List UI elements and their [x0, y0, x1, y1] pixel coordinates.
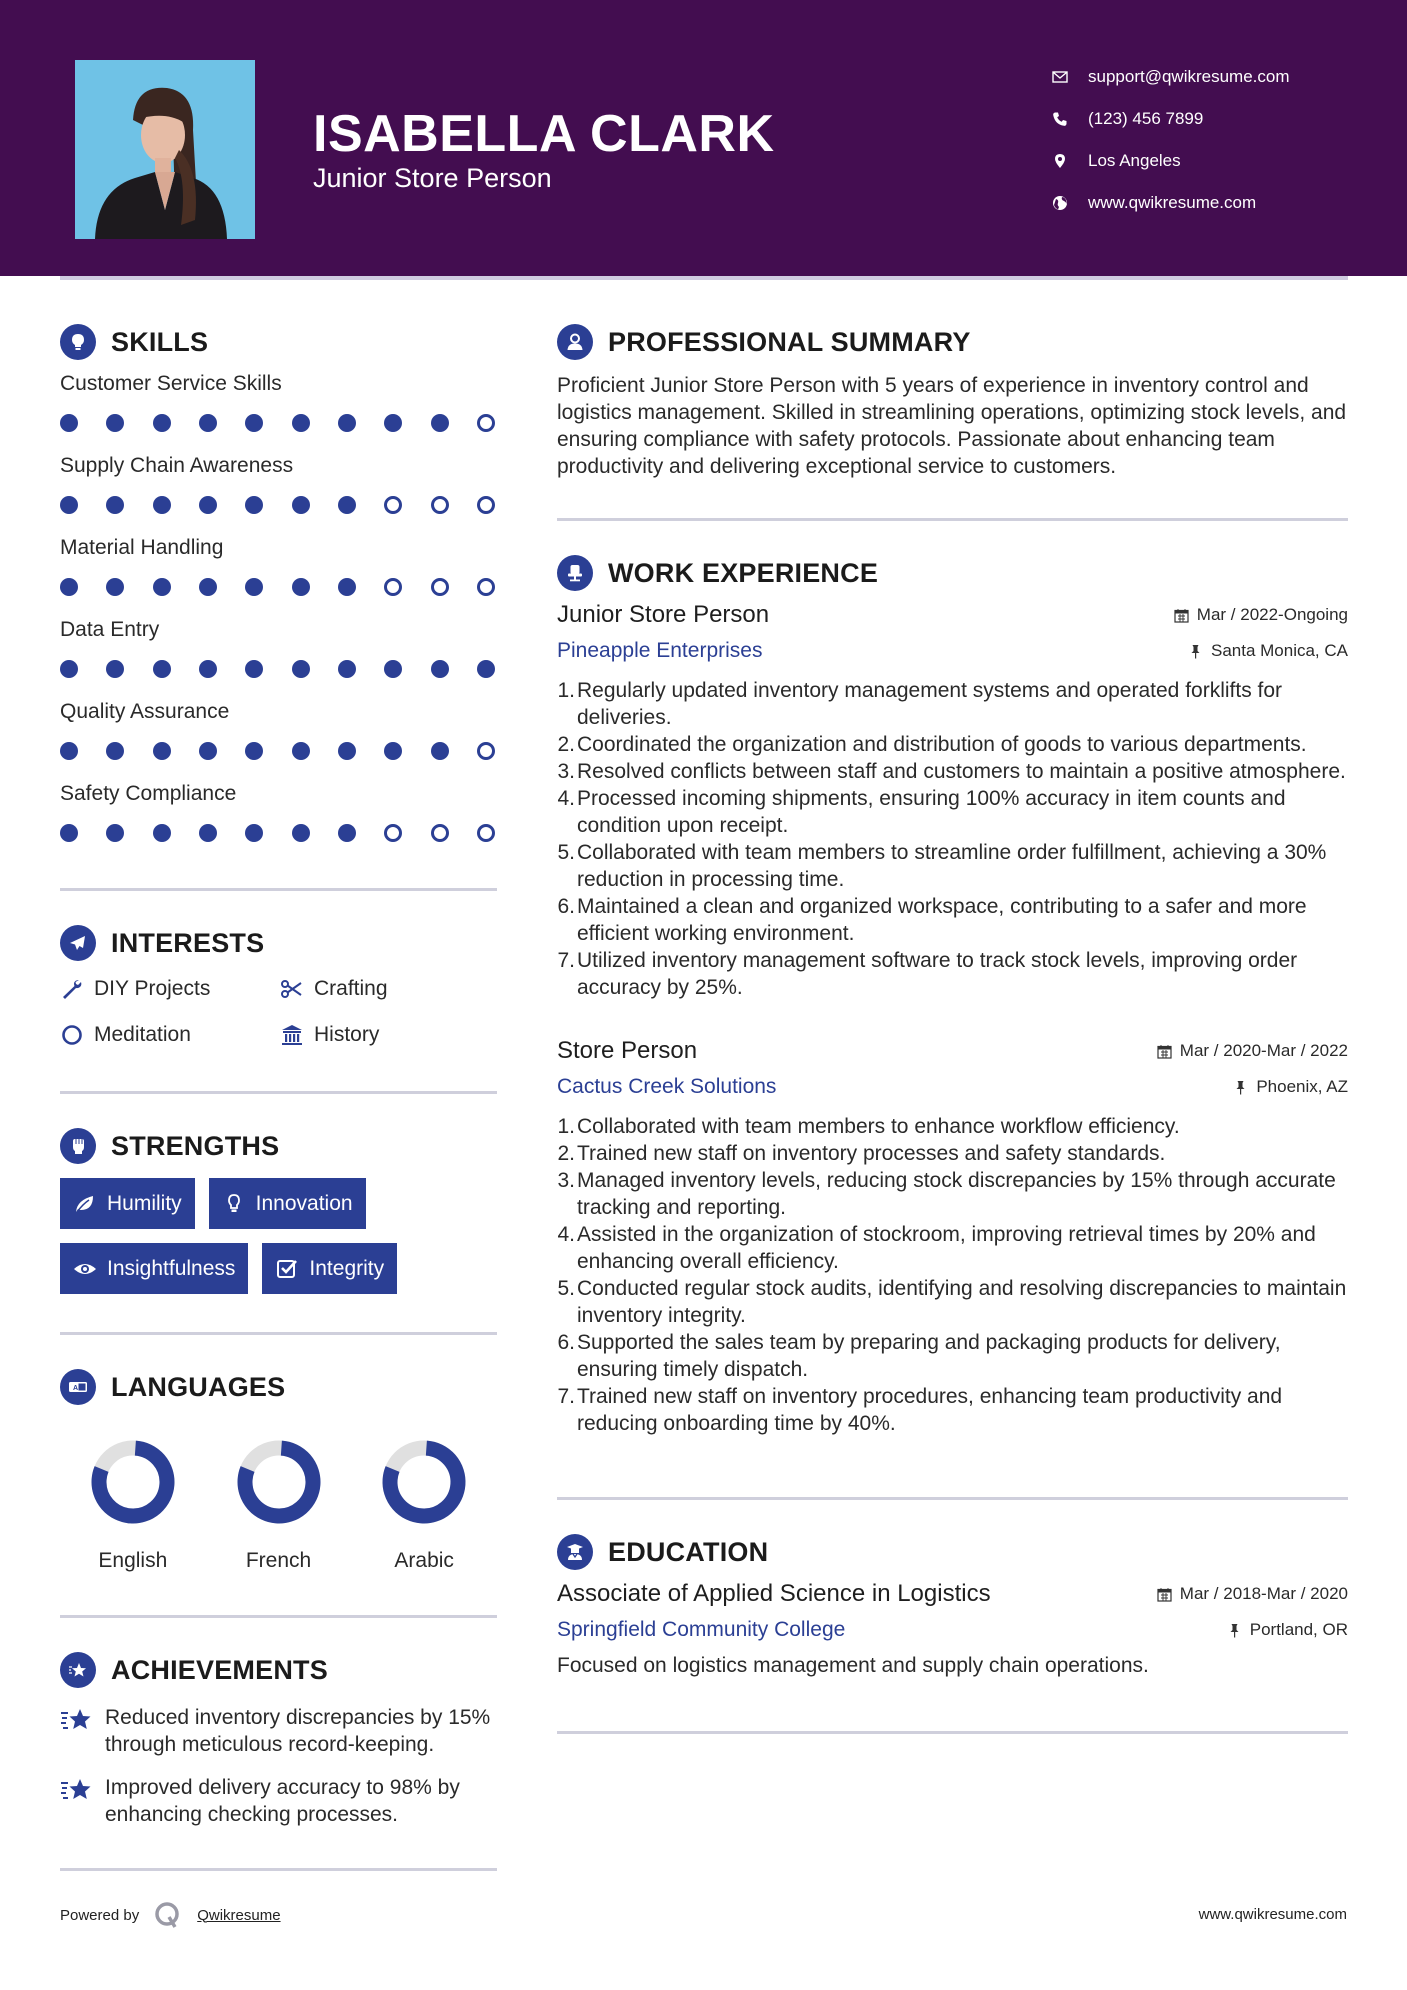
job-title: Junior Store Person [557, 601, 770, 628]
interests-section [60, 921, 497, 1051]
skill-rating [60, 564, 497, 610]
skill-name: Data Entry [60, 618, 160, 641]
language-label: French [245, 1549, 312, 1572]
user-icon [557, 324, 593, 360]
rating-dot-filled [245, 414, 263, 432]
rating-dot-filled [292, 414, 310, 432]
languages-section [60, 1365, 497, 1573]
scissors-icon [280, 977, 304, 1001]
language-donut-chart [236, 1439, 322, 1525]
job-bullets [557, 1113, 1348, 1437]
skill-name: Material Handling [60, 536, 224, 559]
language-label: Arabic [394, 1549, 454, 1572]
skill-rating [60, 728, 497, 774]
contact-phone-text: (123) 456 7899 [1088, 109, 1204, 128]
skills-list [60, 372, 497, 856]
footer-website-link[interactable]: www.qwikresume.com [1198, 1906, 1347, 1923]
section-divider [60, 1091, 497, 1094]
rating-dot-filled [60, 496, 78, 514]
degree-title: Associate of Applied Science in Logistics [557, 1580, 991, 1607]
job-title: Store Person [557, 1037, 698, 1064]
interest-item: Crafting [280, 973, 497, 1005]
rating-dot-filled [245, 824, 263, 842]
strength-chip: Integrity [262, 1243, 397, 1294]
rating-dot-empty [477, 578, 495, 596]
footer-powered-by: Powered by Qwikresume [60, 1900, 281, 1930]
calendar-icon [1174, 608, 1189, 623]
skill-name: Safety Compliance [60, 782, 237, 805]
lightbulb-icon [222, 1192, 246, 1216]
left-column [60, 320, 497, 1871]
leaf-icon [73, 1192, 97, 1216]
job-bullet: 4. Assisted in the organization of stockroom, improving retrieval times by 20% and enhancing overall efficiency. [557, 1223, 1316, 1273]
lightbulb-icon [60, 324, 96, 360]
right-column [557, 320, 1348, 1734]
job-bullet: 6. Supported the sales team by preparing and packaging products for delivery, ensuring timely dispatch. [557, 1331, 1281, 1381]
rating-dot-filled [245, 496, 263, 514]
education-description: Focused on logistics management and supply chain operations. [557, 1654, 1149, 1677]
skill-name: Quality Assurance [60, 700, 230, 723]
interests-list [60, 973, 497, 1051]
rating-dot-filled [245, 660, 263, 678]
shooting-star-icon [60, 1706, 94, 1734]
language-item [351, 1439, 497, 1573]
rating-dot-filled [153, 496, 171, 514]
job-location: Phoenix, AZ [1233, 1077, 1348, 1097]
job-bullet: 1. Collaborated with team members to enhance workflow efficiency. [557, 1115, 1180, 1138]
globe-icon [1050, 193, 1070, 213]
rating-dot-filled [384, 660, 402, 678]
contact-phone[interactable] [1050, 98, 1290, 140]
rating-dot-filled [106, 660, 124, 678]
section-divider [60, 1615, 497, 1618]
rating-dot-filled [245, 742, 263, 760]
rating-dot-filled [199, 578, 217, 596]
summary-section [557, 320, 1348, 480]
fist-icon [60, 1128, 96, 1164]
jobs-list [557, 601, 1348, 1437]
rating-dot-filled [292, 578, 310, 596]
rating-dot-empty [477, 496, 495, 514]
education-title-row [557, 1580, 1348, 1608]
achievements-section [60, 1648, 497, 1828]
job-title-row [557, 1037, 1348, 1065]
rating-dot-filled [60, 578, 78, 596]
rating-dot-filled [106, 824, 124, 842]
envelope-icon [1050, 67, 1070, 87]
achievements-heading: ACHIEVEMENTS [60, 1648, 497, 1692]
rating-dot-empty [477, 742, 495, 760]
job-bullet: 2. Trained new staff on inventory processes and safety standards. [557, 1142, 1166, 1165]
rating-dot-empty [431, 824, 449, 842]
contact-list [1050, 56, 1290, 224]
header-divider [60, 276, 1348, 280]
rating-dot-filled [338, 578, 356, 596]
rating-dot-empty [431, 496, 449, 514]
skill-rating [60, 810, 497, 856]
education-school-row [557, 1618, 1348, 1642]
rating-dot-filled [153, 414, 171, 432]
rating-dot-empty [431, 578, 449, 596]
rating-dot-empty [477, 824, 495, 842]
rating-dot-empty [384, 824, 402, 842]
resume-header [0, 0, 1407, 276]
language-donut-chart [90, 1439, 176, 1525]
job-bullet: 3. Resolved conflicts between staff and customers to maintain a positive atmosphere. [557, 760, 1346, 783]
education-dates: Mar / 2018-Mar / 2020 [1157, 1584, 1348, 1604]
language-item [206, 1439, 352, 1573]
rating-dot-filled [338, 742, 356, 760]
paper-plane-icon [60, 925, 96, 961]
rating-dot-filled [153, 660, 171, 678]
rating-dot-filled [60, 660, 78, 678]
job-bullet: 4. Processed incoming shipments, ensuring 100% accuracy in item counts and condition upon receipt. [557, 787, 1286, 837]
rating-dot-filled [338, 660, 356, 678]
rating-dot-filled [199, 660, 217, 678]
rating-dot-filled [199, 496, 217, 514]
language-donut-chart [381, 1439, 467, 1525]
strength-chip: Innovation [209, 1178, 366, 1229]
rating-dot-filled [431, 414, 449, 432]
language-item [60, 1439, 206, 1573]
skill-rating [60, 482, 497, 528]
candidate-name: ISABELLA CLARK [313, 105, 775, 163]
portrait-image [75, 60, 255, 239]
section-divider [60, 1332, 497, 1335]
contact-email[interactable] [1050, 56, 1290, 98]
qwikresume-logo-icon [153, 1900, 183, 1930]
rating-dot-filled [338, 824, 356, 842]
rating-dot-filled [384, 742, 402, 760]
education-section [557, 1530, 1348, 1679]
rating-dot-filled [60, 824, 78, 842]
rating-dot-filled [199, 824, 217, 842]
strength-chip: Insightfulness [60, 1243, 248, 1294]
contact-location-text: Los Angeles [1088, 151, 1181, 170]
rating-dot-filled [292, 742, 310, 760]
job-entry [557, 601, 1348, 1001]
rating-dot-filled [153, 578, 171, 596]
job-dates: Mar / 2020-Mar / 2022 [1157, 1041, 1348, 1061]
company-name: Cactus Creek Solutions [557, 1075, 777, 1098]
rating-dot-filled [292, 496, 310, 514]
rating-dot-filled [106, 742, 124, 760]
job-bullet: 2. Coordinated the organization and distribution of goods to various departments. [557, 733, 1307, 756]
eye-icon [73, 1257, 97, 1281]
rating-dot-empty [384, 496, 402, 514]
rating-dot-empty [384, 578, 402, 596]
rating-dot-filled [431, 660, 449, 678]
rating-dot-filled [431, 742, 449, 760]
contact-website[interactable] [1050, 182, 1290, 224]
rating-dot-filled [106, 578, 124, 596]
map-pin-icon [1050, 151, 1070, 171]
summary-text: Proficient Junior Store Person with 5 years of experience in inventory control and logistics management. Skilled in streamlining operations, optimizing stock levels, and ensuring compliance with safety protocols. Passionate about enhancing team productivity and delivering exceptional service to customers. [557, 374, 1347, 478]
rating-dot-filled [60, 414, 78, 432]
candidate-title: Junior Store Person [313, 163, 552, 193]
interest-item: History [280, 1019, 497, 1051]
languages-heading: A LANGUAGES [60, 1365, 497, 1409]
job-title-row [557, 601, 1348, 629]
job-bullet: 5. Conducted regular stock audits, identifying and resolving discrepancies to maintain inventory integrity. [557, 1277, 1347, 1327]
strengths-list [60, 1178, 497, 1294]
skill-name: Supply Chain Awareness [60, 454, 294, 477]
skill-name: Customer Service Skills [60, 372, 282, 395]
rating-dot-filled [292, 824, 310, 842]
checkbox-icon [275, 1257, 299, 1281]
rating-dot-filled [338, 414, 356, 432]
job-bullets [557, 677, 1348, 1001]
job-entry [557, 1037, 1348, 1437]
rating-dot-empty [477, 414, 495, 432]
phone-icon [1050, 109, 1070, 129]
rating-dot-filled [245, 578, 263, 596]
shooting-star-icon [60, 1776, 94, 1804]
pushpin-icon [1227, 1623, 1242, 1638]
graduate-icon [557, 1534, 593, 1570]
svg-text:A: A [73, 1385, 79, 1392]
company-name: Pineapple Enterprises [557, 639, 763, 662]
job-bullet: 1. Regularly updated inventory management systems and operated forklifts for deliveries. [557, 679, 1283, 729]
rating-dot-filled [60, 742, 78, 760]
skill-rating [60, 400, 497, 446]
achievement-item: Reduced inventory discrepancies by 15% through meticulous record-keeping. [60, 1704, 497, 1758]
wrench-icon [60, 977, 84, 1001]
calendar-icon [1157, 1587, 1172, 1602]
language-label: English [98, 1549, 168, 1572]
pushpin-icon [1188, 644, 1203, 659]
pushpin-icon [1233, 1080, 1248, 1095]
section-divider [557, 518, 1348, 521]
qwikresume-link[interactable]: Qwikresume [197, 1906, 281, 1924]
star-badge-icon [60, 1652, 96, 1688]
rating-dot-filled [292, 660, 310, 678]
skill-rating [60, 646, 497, 692]
education-heading: EDUCATION [557, 1530, 1348, 1574]
job-dates: Mar / 2022-Ongoing [1174, 605, 1348, 625]
strengths-heading: STRENGTHS [60, 1124, 497, 1168]
museum-icon [280, 1023, 304, 1047]
rating-dot-filled [106, 496, 124, 514]
contact-location [1050, 140, 1290, 182]
rating-dot-filled [199, 414, 217, 432]
job-bullet: 6. Maintained a clean and organized workspace, contributing to a safer and more efficient working environment. [557, 895, 1307, 945]
summary-heading: PROFESSIONAL SUMMARY [557, 320, 1348, 364]
calendar-icon [1157, 1044, 1172, 1059]
contact-website-text: www.qwikresume.com [1088, 193, 1257, 212]
rating-dot-filled [153, 742, 171, 760]
languages-list [60, 1439, 497, 1573]
achievement-item: Improved delivery accuracy to 98% by enhancing checking processes. [60, 1774, 497, 1828]
circle-icon [60, 1023, 84, 1047]
rating-dot-filled [106, 414, 124, 432]
rating-dot-filled [338, 496, 356, 514]
skills-section [60, 320, 497, 856]
job-location: Santa Monica, CA [1188, 641, 1348, 661]
interest-item: DIY Projects [60, 973, 280, 1005]
job-company-row [557, 639, 1348, 663]
experience-heading: WORK EXPERIENCE [557, 551, 1348, 595]
rating-dot-filled [199, 742, 217, 760]
rating-dot-filled [477, 660, 495, 678]
translate-icon [60, 1369, 96, 1405]
interests-heading: INTERESTS [60, 921, 497, 965]
job-bullet: 3. Managed inventory levels, reducing stock discrepancies by 15% through accurate tracking and reporting. [557, 1169, 1336, 1219]
section-divider [60, 1868, 497, 1871]
section-divider [557, 1497, 1348, 1500]
job-bullet: 7. Trained new staff on inventory procedures, enhancing team productivity and reducing onboarding time by 40%. [557, 1385, 1283, 1435]
education-location: Portland, OR [1227, 1620, 1348, 1640]
section-divider [557, 1731, 1348, 1734]
rating-dot-filled [384, 414, 402, 432]
contact-email-text: support@qwikresume.com [1088, 67, 1290, 86]
job-bullet: 5. Collaborated with team members to streamline order fulfillment, achieving a 30% reduction in processing time. [557, 841, 1327, 891]
strengths-section [60, 1124, 497, 1294]
experience-section [557, 551, 1348, 1437]
job-company-row [557, 1075, 1348, 1099]
profile-photo [75, 60, 255, 239]
section-divider [60, 888, 497, 891]
school-name: Springfield Community College [557, 1618, 846, 1641]
job-bullet: 7. Utilized inventory management software to track stock levels, improving order accuracy by 25%. [557, 949, 1298, 999]
office-chair-icon [557, 555, 593, 591]
rating-dot-filled [153, 824, 171, 842]
interest-item: Meditation [60, 1019, 280, 1051]
strength-chip: Humility [60, 1178, 195, 1229]
skills-heading: SKILLS [60, 320, 497, 364]
